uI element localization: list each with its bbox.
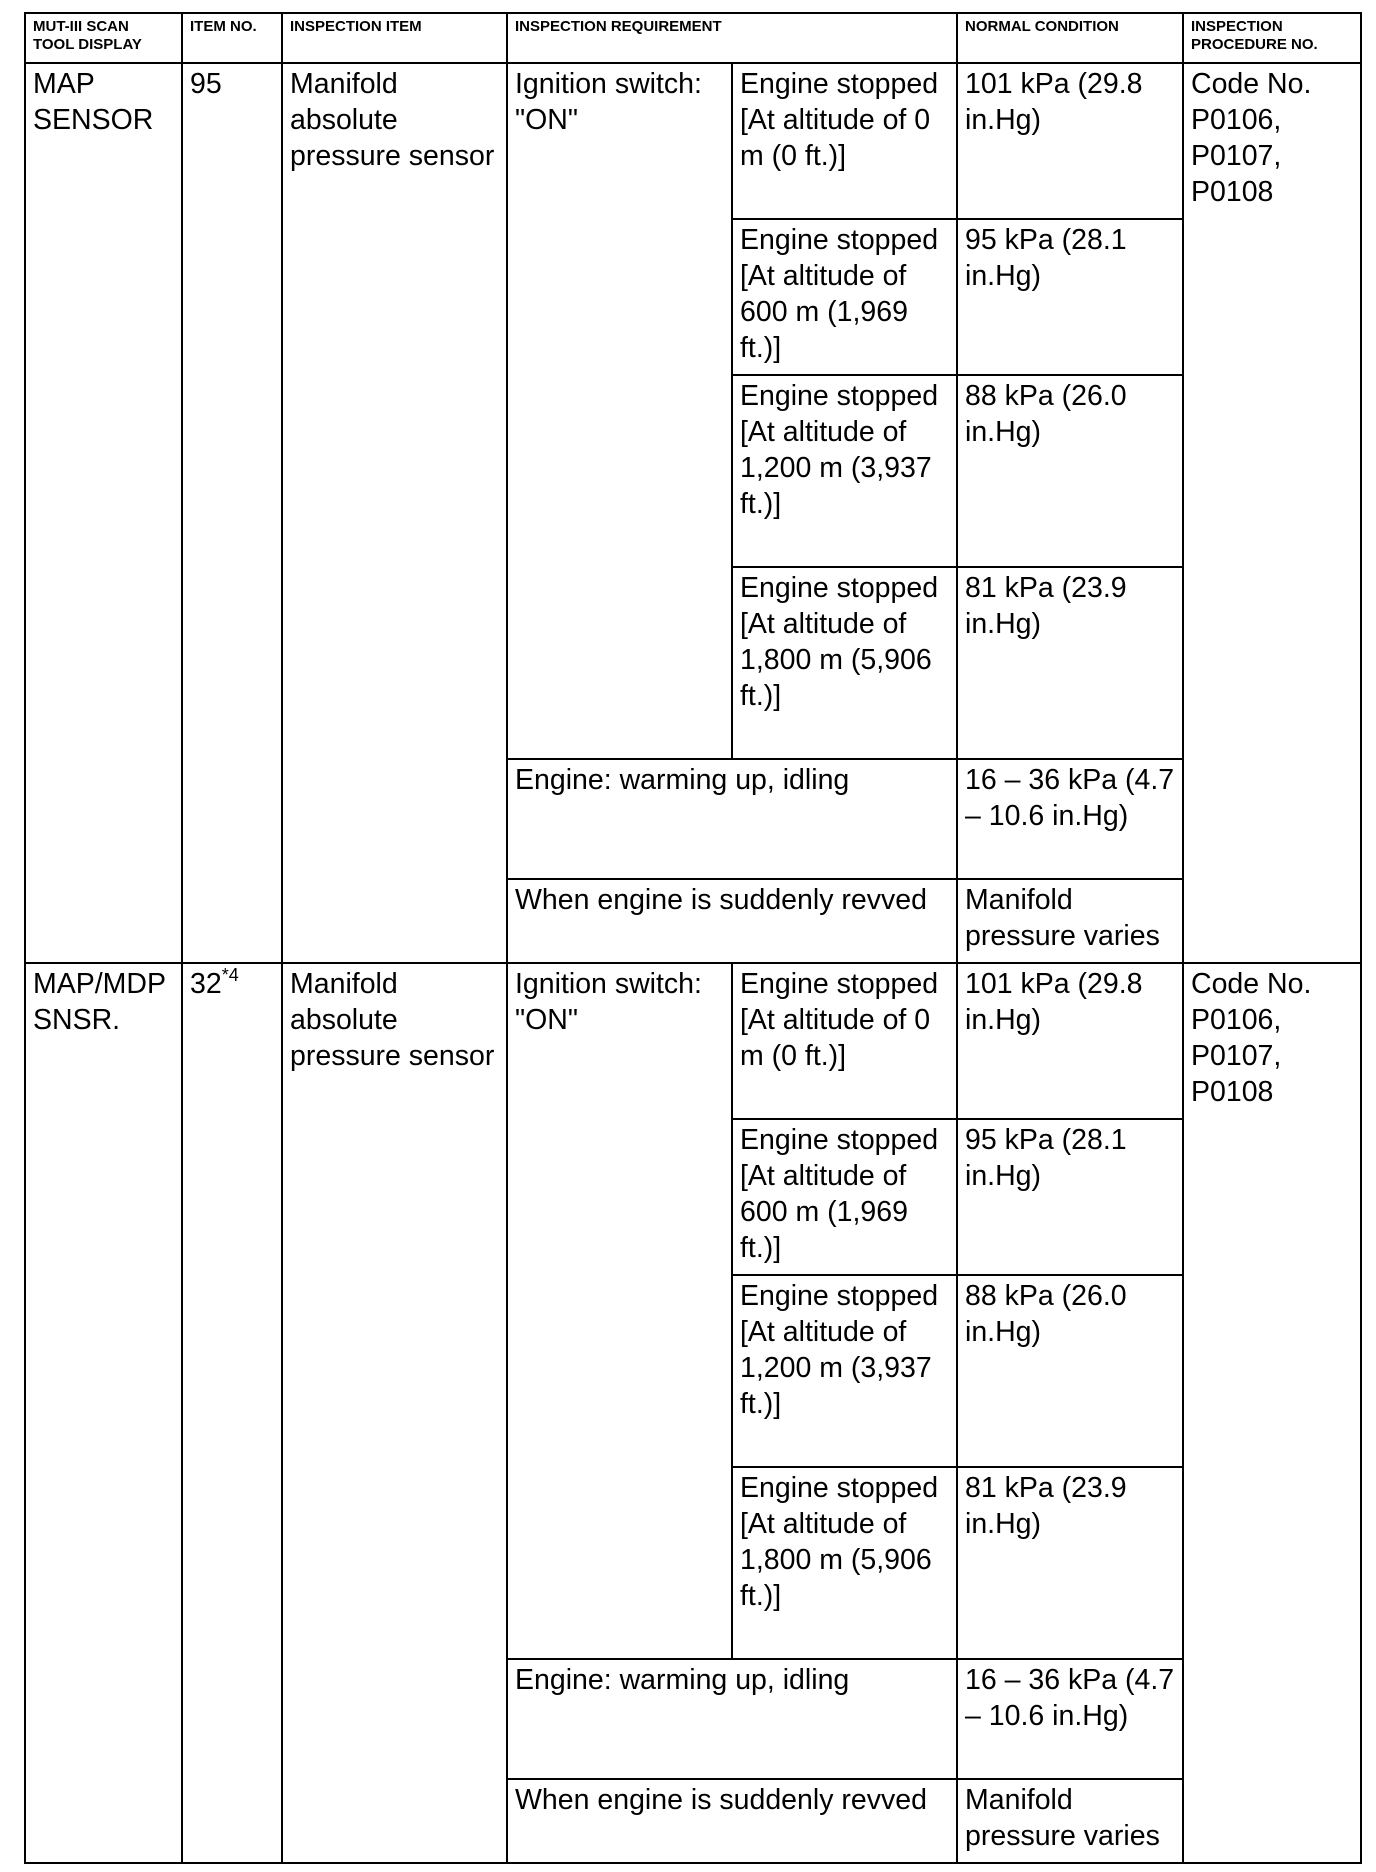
- condition-cell: 101 kPa (29.8 in.Hg): [957, 963, 1183, 1119]
- requirement-cell: When engine is suddenly revved: [507, 1779, 957, 1863]
- display-cell: MAP SENSOR: [25, 63, 182, 963]
- condition-cell: 88 kPa (26.0 in.Hg): [957, 375, 1183, 567]
- header-procedure-no: INSPECTION PROCEDURE NO.: [1183, 13, 1361, 63]
- display-cell: MAP/MDP SNSR.: [25, 963, 182, 1863]
- table-row: [25, 63, 1361, 219]
- requirement-cell: Engine stopped [At altitude of 1,800 m (5,906 ft.)]: [732, 567, 957, 759]
- requirement-cell: Engine stopped [At altitude of 1,800 m (5,906 ft.)]: [732, 1467, 957, 1659]
- condition-cell: 101 kPa (29.8 in.Hg): [957, 63, 1183, 219]
- inspection-item-cell: Manifold absolute pressure sensor: [282, 963, 507, 1863]
- requirement-cell: Engine stopped [At altitude of 600 m (1,969 ft.)]: [732, 219, 957, 375]
- condition-cell: 16 – 36 kPa (4.7 – 10.6 in.Hg): [957, 759, 1183, 879]
- ignition-cell: Ignition switch: "ON": [507, 963, 732, 1659]
- condition-cell: 95 kPa (28.1 in.Hg): [957, 1119, 1183, 1275]
- inspection-table: [24, 12, 1362, 1864]
- header-inspection-item: INSPECTION ITEM: [282, 13, 507, 63]
- requirement-cell: Engine stopped [At altitude of 1,200 m (3,937 ft.)]: [732, 375, 957, 567]
- item-no-value: 95: [190, 68, 222, 100]
- condition-cell: 81 kPa (23.9 in.Hg): [957, 1467, 1183, 1659]
- requirement-cell: Engine stopped [At altitude of 1,200 m (3,937 ft.)]: [732, 1275, 957, 1467]
- header-inspection-requirement: INSPECTION REQUIREMENT: [507, 13, 957, 63]
- requirement-cell: Engine: warming up, idling: [507, 1659, 957, 1779]
- requirement-cell: Engine stopped [At altitude of 0 m (0 ft.)]: [732, 63, 957, 219]
- header-normal-condition: NORMAL CONDITION: [957, 13, 1183, 63]
- requirement-cell: Engine: warming up, idling: [507, 759, 957, 879]
- condition-cell: 95 kPa (28.1 in.Hg): [957, 219, 1183, 375]
- condition-cell: Manifold pressure varies: [957, 879, 1183, 963]
- header-row: [25, 13, 1361, 63]
- requirement-cell: Engine stopped [At altitude of 600 m (1,969 ft.)]: [732, 1119, 957, 1275]
- condition-cell: Manifold pressure varies: [957, 1779, 1183, 1863]
- condition-cell: 81 kPa (23.9 in.Hg): [957, 567, 1183, 759]
- procedure-cell: Code No. P0106, P0107, P0108: [1183, 63, 1361, 963]
- item-no-value: 32: [190, 968, 222, 1000]
- requirement-cell: When engine is suddenly revved: [507, 879, 957, 963]
- header-display: MUT-III SCAN TOOL DISPLAY: [25, 13, 182, 63]
- ignition-cell: Ignition switch: "ON": [507, 63, 732, 759]
- table-row: [25, 963, 1361, 1119]
- requirement-cell: Engine stopped [At altitude of 0 m (0 ft.)]: [732, 963, 957, 1119]
- condition-cell: 88 kPa (26.0 in.Hg): [957, 1275, 1183, 1467]
- header-item-no: ITEM NO.: [182, 13, 282, 63]
- item-no-cell: [182, 963, 282, 1863]
- inspection-item-cell: Manifold absolute pressure sensor: [282, 63, 507, 963]
- condition-cell: 16 – 36 kPa (4.7 – 10.6 in.Hg): [957, 1659, 1183, 1779]
- item-no-cell: [182, 63, 282, 963]
- item-no-note: *4: [221, 964, 239, 985]
- procedure-cell: Code No. P0106, P0107, P0108: [1183, 963, 1361, 1863]
